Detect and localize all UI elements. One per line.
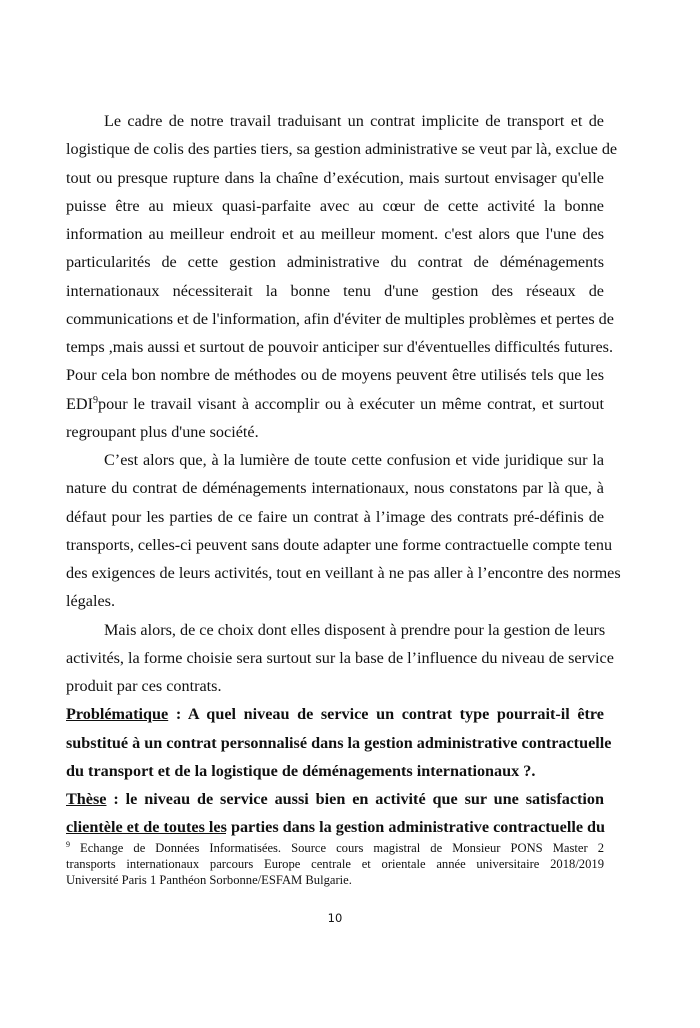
paragraph-2 <box>66 446 621 616</box>
text-line: Pour cela bon nombre de méthodes ou de moyens peuvent être utilisés tels que les <box>66 366 604 385</box>
text-line: nature du contrat de déménagements internationaux, nous constatons par là que, à <box>66 479 604 498</box>
footnote-reference[interactable]: 9 <box>92 394 98 406</box>
footnote-line: Université Paris 1 Panthéon Sorbonne/ESFAM Bulgarie. <box>66 873 352 887</box>
text-line <box>66 700 604 728</box>
text-line: produit par ces contrats. <box>66 677 222 695</box>
edi-text: EDI <box>66 394 93 413</box>
these-text: : le niveau de service aussi bien en activité que sur une satisfaction <box>106 790 604 808</box>
paragraph-3 <box>66 616 614 701</box>
footnote-line <box>66 840 604 856</box>
footnote-separator <box>66 833 226 834</box>
problematique-text: : A quel niveau de service un contrat type pourrait-il être <box>168 705 604 724</box>
text-line <box>66 390 604 418</box>
text-line: puisse être au mieux quasi-parfaite avec au cœur de cette activité la bonne <box>66 196 604 215</box>
text-line: Le cadre de notre travail traduisant un contrat implicite de transport et de <box>104 112 604 130</box>
footnote-line: transports internationaux parcours Europe centrale et orientale année universitaire 2018/2019 <box>66 857 604 871</box>
text-line: tout ou presque rupture dans la chaîne d’exécution, mais surtout envisager qu'elle <box>66 168 604 187</box>
paragraph-1 <box>66 107 618 446</box>
text-line: transports, celles-ci peuvent sans doute adapter une forme contractuelle compte tenu <box>66 535 613 554</box>
problematique-section <box>66 700 612 785</box>
text-line: substitué à un contrat personnalisé dans la gestion administrative contractuelle <box>66 733 612 752</box>
text-line: légales. <box>66 592 115 611</box>
problematique-label: Problématique <box>66 705 169 724</box>
text-line: temps ,mais aussi et surtout de pouvoir anticiper sur d'éventuelles difficultés futures. <box>66 338 614 356</box>
footnote-text: Echange de Données Informatisées. Source cours magistral de Monsieur PONS Master 2 <box>70 841 604 855</box>
text-line: défaut pour les parties de ce faire un contrat à l’image des contrats pré-définis de <box>66 507 604 526</box>
text-line <box>66 785 604 813</box>
body-text <box>66 107 621 842</box>
text-line: activités, la forme choisie sera surtout sur la base de l’influence du niveau de service <box>66 648 614 667</box>
text-line: particularités de cette gestion administrative du contrat de déménagements <box>66 253 604 272</box>
text-line: clientèle et de toutes les parties dans la gestion administrative contractuelle du <box>66 818 606 837</box>
these-label: Thèse <box>66 790 107 808</box>
edi-rest: pour le travail visant à accomplir ou à exécuter un même contrat, et surtout <box>97 394 604 413</box>
text-line: information au meilleur endroit et au meilleur moment. c'est alors que l'une des <box>66 225 604 243</box>
text-line: Mais alors, de ce choix dont elles disposent à prendre pour la gestion de leurs <box>104 620 606 639</box>
text-line: regroupant plus d'une société. <box>66 422 259 441</box>
text-line: des exigences de leurs activités, tout en veillant à ne pas aller à l’encontre des normes <box>66 564 621 582</box>
text-line: du transport et de la logistique de déménagements internationaux ?. <box>66 761 536 780</box>
text-line: internationaux nécessiterait la bonne tenu d'une gestion des réseaux de <box>66 281 604 300</box>
text-line: C’est alors que, à la lumière de toute cette confusion et vide juridique sur la <box>104 451 604 469</box>
text-line: communications et de l'information, afin d'éviter de multiples problèmes et pertes de <box>66 309 614 328</box>
text-line: logistique de colis des parties tiers, sa gestion administrative se veut par là, exclue de <box>66 140 618 159</box>
footnote-number: 9 <box>66 840 70 849</box>
page-number: 10 <box>327 911 343 925</box>
footnote <box>66 840 604 888</box>
